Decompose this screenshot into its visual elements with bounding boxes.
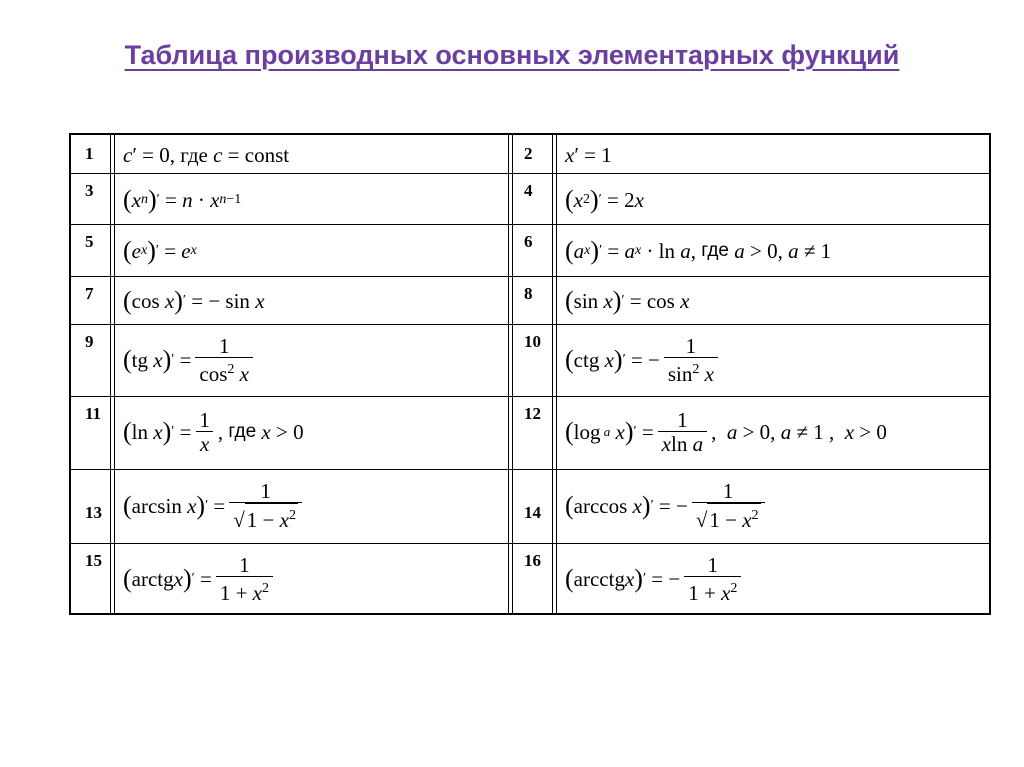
fraction: $\frac{1}{x}$ — [195, 409, 214, 456]
fraction: $\frac{1}{1 + x^2}$ — [216, 554, 273, 605]
row-number: 9 — [85, 332, 94, 351]
formula-4: ( x 2 ) ′ = 2 x — [565, 185, 644, 214]
table-row — [71, 135, 989, 174]
formula-3: ( x n ) ′ = n · x n −1 — [123, 185, 242, 214]
row-number: 3 — [85, 181, 94, 200]
formula-7: ( cos x ) ′ = − sin x — [123, 286, 265, 315]
row-number: 1 — [85, 144, 94, 163]
row-number: 8 — [524, 284, 533, 303]
row-number: 15 — [85, 551, 102, 570]
page-title: Таблица производных основных элементарных функций — [124, 40, 900, 70]
fraction: 1 √ $1 - x^2$ — [692, 480, 765, 532]
formula-10: ( ctg x ) ′ = − $\frac{1}{\sin^2 x}$ — [565, 330, 722, 390]
row-number: 5 — [85, 232, 94, 251]
formula-16: ( arcctg x ) ′ = − $\frac{1}{1 + x^2}$ — [565, 547, 745, 611]
row-number: 11 — [85, 404, 102, 423]
table-row — [71, 224, 989, 277]
formula-13: ( arcsin x ) ′ = 1 √ $1 - x^2$ — [123, 474, 306, 538]
formula-5: ( e x ) ′ = e x — [123, 236, 197, 265]
word-gde: где — [701, 240, 729, 261]
row-number: 2 — [524, 144, 533, 163]
table-row — [71, 543, 989, 613]
fraction: $\frac{1}{\text{xln a}}$ — [658, 409, 707, 456]
row-number: 7 — [85, 284, 94, 303]
row-number: 12 — [524, 404, 541, 423]
formula-6: ( a x ) ′ = a x · ln a , где a > 0, a ≠ 1 — [565, 236, 832, 265]
fraction: $\frac{1}{1 + x^2}$ — [684, 554, 741, 605]
formula-2: x ′ = 1 — [565, 142, 612, 167]
formula-1: c ′ = 0, где c = const — [123, 142, 290, 167]
fraction: 1 √ $1 - x^2$ — [229, 480, 302, 532]
formula-12: ( log a x ) ′ = $\frac{1}{\text{xln a}}$ , a > 0, a ≠ 1 , x > 0 — [565, 407, 887, 456]
row-number: 10 — [524, 332, 541, 351]
fraction: $\frac{1}{\cos^2 x}$ — [195, 335, 253, 386]
word-gde: где — [228, 421, 257, 442]
row-number: 4 — [524, 181, 533, 200]
table-row — [71, 396, 989, 470]
word-gde: где — [180, 142, 208, 167]
formula-11: ( ln x ) ′ = $\frac{1}{x}$ , где x > 0 — [123, 407, 304, 456]
table-row — [71, 324, 989, 397]
formula-14: ( arccos x ) ′ = − 1 √ $1 - x^2$ — [565, 474, 769, 538]
formula-8: ( sin x ) ′ = cos x — [565, 286, 690, 315]
table-row — [71, 469, 989, 544]
derivatives-table — [69, 133, 991, 615]
row-number: 16 — [524, 551, 541, 570]
row-number: 13 — [85, 503, 102, 522]
row-number: 6 — [524, 232, 533, 251]
table-row — [71, 276, 989, 325]
table-row — [71, 173, 989, 225]
fraction: $\frac{1}{\sin^2 x}$ — [664, 335, 718, 386]
formula-15: ( arctg x ) ′ = $\frac{1}{1 + x^2}$ — [123, 547, 277, 611]
row-number: 14 — [524, 503, 541, 522]
formula-9: ( tg x ) ′ = $\frac{1}{\cos^2 x}$ — [123, 330, 257, 390]
word-const: const — [244, 142, 290, 167]
